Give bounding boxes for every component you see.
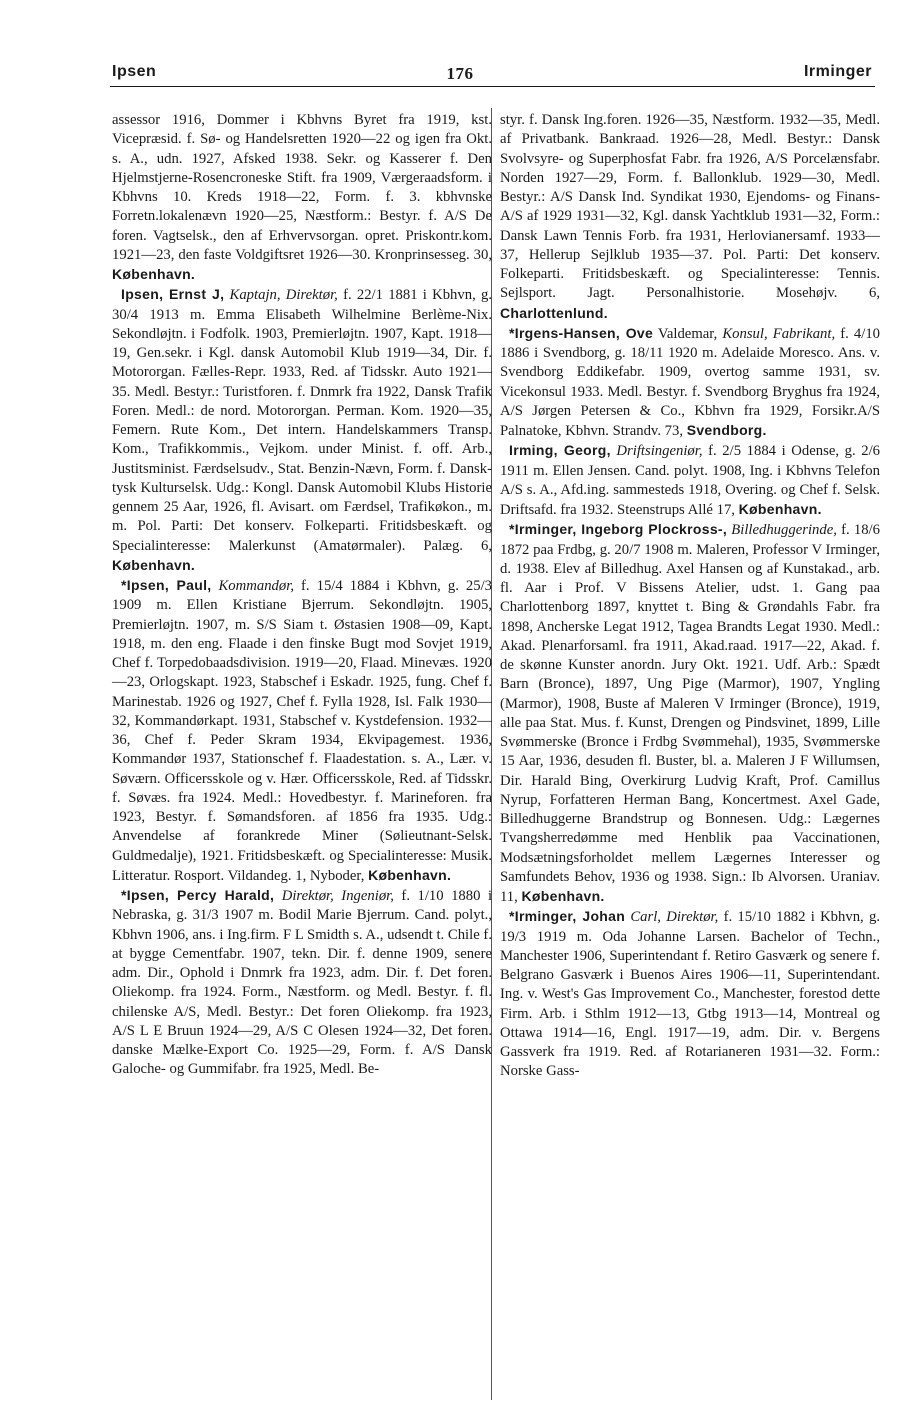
entry-city: Svendborg. (686, 422, 767, 438)
entry-name: Irming, Georg, (509, 442, 611, 459)
entry-title: Carl, Direktør, (630, 909, 719, 926)
entry-body: f. 22/1 1881 i Kbhvn, g. 30/4 1913 m. Emma Elisabeth Wilhelmine Berlème-Nix. Sekondløjtn. i Fodfolk. 1903, Premierløjtn. 1907, Kapt. 1918—19, Gen.sekr. i Kgl. dansk Automobil Klub 1919—34, Dir. f. Motororgan. Fælles-Repr. 1933, Red. af Tidsskr. Auto 1921—35. Medl. Bestyr.: Turistforen. f. Dnmrk fra 1922, Dansk Trafik Foren. Medl.: de nord. Motororgan. Perman. Kom. 1920—35, Femern. Rute Kom., Det intern. Handelskammers Transp. Kom., Trafikkommis., Vejkom. under Minist. f. off. Arb., Justitsminist. Færdselsudv., Stat. Benzin-Nævn, Form. f. Dansk-tysk Kulturselsk. Udg.: Kongl. Dansk Automobil Klubs Historie gennem 25 Aar, 1926, fl. Avisart. om Færdsel, Trafikøkon., m. m. Pol. Parti: Det konserv. Folkeparti. Fritidsbeskæft. og Specialinteresse: Malerkunst (Amatørmaler). Palæg. 6, (112, 287, 492, 554)
entry-body: f. 18/6 1872 paa Frdbg, g. 20/7 1908 m. Maleren, Professor V Irminger, d. 1938. Elev af Billedhug. Axel Hansen og af Kunstakad., arb. fl. Aar i Prof. V Bissens Atelier, udst. 1. Gang paa Charlottenborg 1897, knyttet t. Bing & Grøndahls Fabr. fra 1898, Ancherske Legat 1912, Tagea Brandts Legat 1930. Medl.: Akad. Plenarforsaml. fra 1911, Akad.raad. 1917—22, Akad. f. de skønne Kunster anordn. Jury Okt. 1921. Udf. Arb.: Spædt Barn (Bronce), 1897, Ung Pige (Marmor), 1907, Yngling (Marmor), 1908, Buste af Maleren V Irminger (Bronce), 1919, alle paa Stat. Mus. f. Kunst, Drengen og Pindsvinet, 1899, Lille Svømmerske (Bronce i Frdbg Svømmehal), 1935, Svømmerske 15 Aar, 1936, desuden fl. Buster, bl. a. Maleren J F Willumsen, Dir. Harald Bing, Overkirurg Ludvig Kraft, Prof. Camillus Nyrup, Forfatteren Herman Bang, Koncertmest. Axel Gade, Billedhuggerne Brandstrup og Bonnesen. Udg.: Lægernes Tvangsherredømme med Henblik paa Vaccinationen, Modsætningsforholdet mellem Lægernes Interesser og Samfundets Behov, 1936 og 1938. Sign.: Ib Alvorsen. Uraniav. 11, (500, 522, 880, 905)
entry-name: *Ipsen, Percy Harald, (121, 887, 275, 903)
entry-name: *Irminger, Ingeborg Plockross-, (509, 521, 728, 538)
header-rule (110, 86, 875, 87)
entry-city: København. (112, 266, 196, 282)
entry-name: Ipsen, Ernst J, (121, 286, 225, 303)
running-header-right: Irminger (803, 63, 872, 80)
entry-body: f. 1/10 1880 i Nebraska, g. 31/3 1907 m. Bodil Marie Bjerrum. Cand. polyt., Kbhvn 1906, ans. i Ing.firm. F L Smidth s. A., udsendt t. Chile f. at bygge Cementfabr. 1907, tekn. Dir. f. denne 1909, senere adm. Dir., Ophold i Dnmrk fra 1923, adm. Dir. f. Det foren. Oliekomp. fra 1924. Form., Næstform. og Medl. Bestyr. f. fl. chilenske A/S, Medl. Bestyr.: Det foren Oliekomp. fra 1923, A/S L E Bruun 1924—29, A/S C Olesen 1924—32, Det foren. danske Mælke-Export Co. 1925—29, Form. f. A/S Dansk Galoche- og Gummifabr. fra 1925, Medl. Be- (112, 888, 493, 1078)
biography-entry (112, 886, 492, 1080)
biography-entry (500, 324, 880, 442)
biography-continuation (112, 111, 492, 285)
entry-name: *Ipsen, Paul, (121, 577, 212, 593)
entry-title: Driftsingeniør, (616, 443, 703, 460)
page-number: 176 (446, 64, 474, 83)
entry-city: Charlottenlund. (500, 304, 608, 321)
biography-entry (112, 285, 492, 576)
entry-city: København. (738, 501, 822, 517)
entry-title: Kommandør, (218, 578, 295, 594)
right-column (500, 111, 880, 1082)
entry-name: *Irgens-Hansen, Ove (509, 324, 654, 341)
biography-entry (500, 907, 880, 1081)
entry-city: København. (112, 556, 196, 573)
left-column (112, 111, 492, 1080)
biography-entry (500, 520, 880, 907)
entry-body: f. 2/5 1884 i Odense, g. 2/6 1911 m. Ellen Jensen. Cand. polyt. 1908, Ing. i Kbhvns Telefon A/S s. A., Afd.ing. sammesteds 1918, Overing. og Chef f. Selsk. Driftsafd. fra 1932. Steenstrups Allé 17, (500, 443, 881, 518)
entry-title: Direktør, Ingeniør, (281, 888, 394, 904)
entry-body: assessor 1916, Dommer i Kbhvns Byret fra 1919, kst. Vicepræsid. f. Sø- og Handelsretten 1920—22 og igen fra Okt. s. A., udn. 1927, Afsked 1938. Sekr. og Kasserer f. Den Hjelmstjerne-Rosencroneske Stift. fra 1909, Værgeraadsform. i Kbhvns 10. Kreds 1918—22, Form. f. 3. kbhvnske Forretn.lokalenævn 1920—25, Næstform.: Bestyr. f. A/S De foren. Vagtselsk., den af Erhvervsorgan. opret. Priskontr.kom. 1921—23, den faste Voldgiftsret 1926—30. Kronprinsesseg. 30, (112, 112, 492, 263)
entry-body: Valdemar, Konsul, Fabrikant, f. 4/10 1886 i Svendborg, g. 18/11 1920 m. Adelaide Moresco. Ans. v. Svendborg Eddikefabr. 1909, overtog samme 1931, sv. Vicekonsul 1933. Medl. Bestyr. f. Svendborg Bryghus fra 1924, A/S Jørgen Petersen & Co., Kbhvn fra 1929, Forsikr.A/S Palnatoke, Kbhvn. Strandv. 73, (500, 325, 881, 439)
biography-entry (112, 576, 492, 886)
entry-title: Billedhuggerinde, (731, 522, 837, 539)
entry-city: København. (368, 866, 452, 883)
entry-name: *Irminger, Johan (509, 908, 626, 925)
entry-city: København. (521, 888, 605, 904)
entry-body: styr. f. Dansk Ing.foren. 1926—35, Næstform. 1932—35, Medl. af Privatbank. Bankraad. 1926—28, Medl. Bestyr.: Dansk Svolvsyre- og Superphosfat Fabr. fra 1926, A/S Porcelænsfabr. Norden 1927—29, Form. f. Ballonklub. 1929—30, Medl. Bestyr.: A/S Dansk Ind. Syndikat 1930, Ejendoms- og Finans-A/S af 1929 1931—32, Kgl. dansk Yachtklub 1931—32, Form.: Dansk Lawn Tennis Forb. fra 1931, Herlovianersamf. 1933—37, Hellerup Sejlklub 1935—37. Pol. Parti: Det konserv. Folkeparti. Fritidsbeskæft. og Specialinteresse: Tennis. Sejlsport. Jagt. Personalhistorie. Mosehøjv. 6, (500, 112, 880, 302)
biography-continuation (500, 111, 880, 324)
running-header-left: Ipsen (112, 63, 157, 80)
entry-body: f. 15/4 1884 i Kbhvn, g. 25/3 1909 m. Ellen Kristiane Bjerrum. Sekondløjtn. 1905, Premierløjtn. 1907, m. S/S Siam t. Østasien 1908—09, Kapt. 1918, m. den eng. Flaade i den finske Bugt mod Sovjet 1919, Chef f. Torpedobaadsdivision. 1919—20, Flaad. Minevæs. 1920—23, Orlogskapt. 1923, Stabschef i Eskadr. 1925, fung. Chef f. Marinestab. 1926 og 1927, Chef f. Fylla 1928, Isl. Falk 1930—32, Kommandørkapt. 1931, Stabschef v. Kystdefension. 1932—36, Chef f. Peder Skram 1934, Ekvipagemest. 1936, Kommandør 1937, Stationschef f. Flaadestation. s. A., Lær. v. Søværn. Officersskole og v. Hær. Officersskole, Red. af Tidsskr. f. Søvæs. fra 1924. Medl.: Hovedbestyr. f. Marineforen. fra 1923, Bestyr. f. Sømandsforen. af 1856 fra 1935. Udg.: Anvendelse af forankrede Miner (Sølieutnant-Selsk. Guldmedalje), 1921. Fritidsbeskæft. og Specialinteresse: Musik. Litteratur. Rosport. Vildandeg. 1, Nyboder, (112, 578, 493, 884)
biography-entry (500, 441, 880, 520)
entry-title: Kaptajn, Direktør, (229, 287, 338, 304)
entry-body: f. 15/10 1882 i Kbhvn, g. 19/3 1919 m. Oda Johanne Larsen. Bachelor of Techn., Manchester 1906, Superintendant f. Retiro Gasværk og senere f. Belgrano Gasværk i Buenos Aires 1906—11, Superintendant. Ing. v. West's Gas Improvement Co., Manchester, forestod dette Firm. Arb. i Sthlm 1912—13, Gtbg 1913—14, Montreal og Ottawa 1914—16, Engl. 1917—19, adm. Dir. v. Bergens Gassverk fra 1919. Red. af Rotarianeren 1931—32. Form.: Norske Gass- (500, 909, 881, 1080)
